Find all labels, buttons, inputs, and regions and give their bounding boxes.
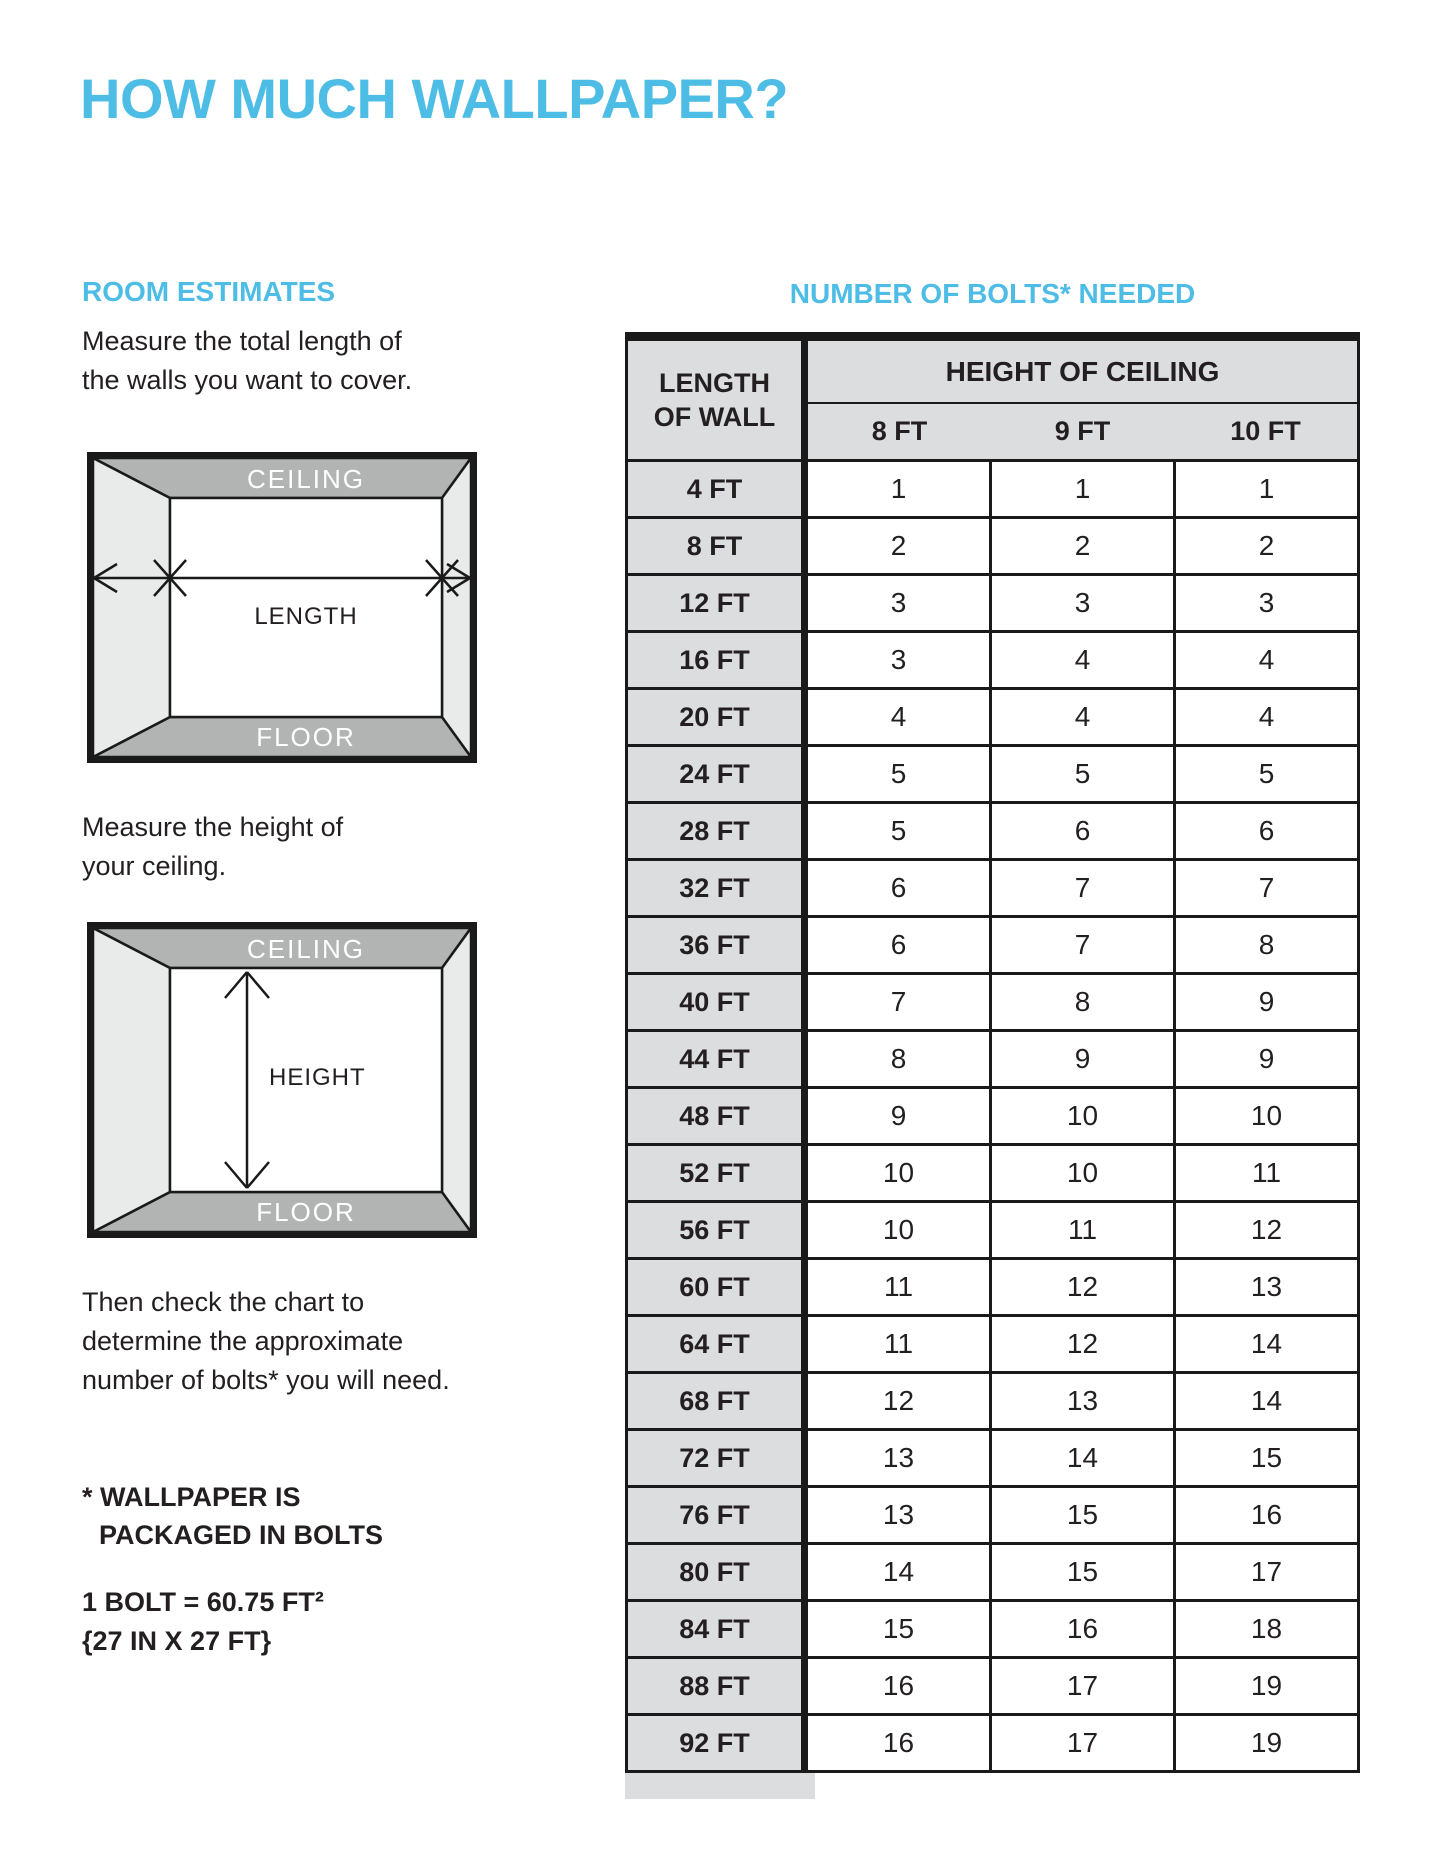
bolts-footnote-line1: * WALLPAPER IS xyxy=(82,1482,301,1512)
bolt-count-cell: 14 xyxy=(992,1431,1176,1485)
bolt-count-cell: 10 xyxy=(808,1146,992,1200)
row-label: 64 FT xyxy=(628,1317,801,1374)
row-label: 84 FT xyxy=(628,1602,801,1659)
length-of-wall-header-line1: LENGTH xyxy=(659,368,770,398)
bolt-count-cell: 15 xyxy=(992,1488,1176,1542)
bolt-count-cell: 4 xyxy=(1258,644,1275,675)
instruction-length xyxy=(82,322,412,400)
length-of-wall-header-line2: OF WALL xyxy=(653,402,776,432)
bolt-count-cell: 11 xyxy=(808,1317,992,1371)
bolts-table-heading: NUMBER OF BOLTS* NEEDED xyxy=(789,278,1196,309)
table-row xyxy=(808,1488,1357,1545)
row-label: 4 FT xyxy=(628,462,801,519)
floor-label: FLOOR xyxy=(256,1197,356,1227)
bolt-count-cell: 3 xyxy=(992,576,1176,630)
column-header-10ft: 10 FT xyxy=(1230,416,1301,446)
bolt-count-cell: 8 xyxy=(1258,929,1275,960)
bolt-count-cell: 1 xyxy=(992,462,1176,516)
bolt-count-cell: 16 xyxy=(1250,1499,1283,1530)
bolt-count-cell: 2 xyxy=(992,519,1176,573)
instruction-height-line2: your ceiling. xyxy=(82,851,227,881)
bolt-count-cell: 10 xyxy=(992,1089,1176,1143)
bolt-count-cell: 12 xyxy=(992,1260,1176,1314)
column-header-8ft: 8 FT xyxy=(871,416,928,446)
row-label: 72 FT xyxy=(628,1431,801,1488)
bolt-size-line2: {27 IN X 27 FT} xyxy=(82,1626,272,1656)
row-label: 88 FT xyxy=(628,1659,801,1716)
row-label: 76 FT xyxy=(628,1488,801,1545)
height-of-ceiling-header: HEIGHT OF CEILING xyxy=(808,341,1357,404)
bolt-size-info xyxy=(82,1583,324,1661)
bolt-count-cell: 12 xyxy=(808,1374,992,1428)
length-column xyxy=(628,341,808,1770)
table-row xyxy=(808,1146,1357,1203)
bolt-count-cell: 3 xyxy=(808,576,992,630)
right-wall-face xyxy=(442,928,471,1232)
row-label: 8 FT xyxy=(628,519,801,576)
ceiling-height-subheader xyxy=(808,404,1357,462)
floor-label: FLOOR xyxy=(256,722,356,752)
row-label: 24 FT xyxy=(628,747,801,804)
instruction-height-line1: Measure the height of xyxy=(82,812,344,842)
bolt-count-cell: 12 xyxy=(1250,1214,1283,1245)
bolt-count-cell: 1 xyxy=(1258,473,1275,504)
bolt-count-cell: 13 xyxy=(808,1488,992,1542)
length-label: LENGTH xyxy=(254,603,358,630)
bolt-count-cell: 5 xyxy=(1258,758,1275,789)
left-wall-face xyxy=(93,928,170,1232)
bolt-count-cell: 6 xyxy=(808,861,992,915)
bolt-count-cell: 15 xyxy=(1250,1442,1283,1473)
bolt-count-cell: 9 xyxy=(1258,1043,1275,1074)
room-estimates-heading: ROOM ESTIMATES xyxy=(82,276,336,307)
bolt-count-cell: 14 xyxy=(808,1545,992,1599)
row-label: 80 FT xyxy=(628,1545,801,1602)
table-row xyxy=(808,975,1357,1032)
bolt-count-cell: 8 xyxy=(992,975,1176,1029)
bolt-count-cell: 13 xyxy=(992,1374,1176,1428)
bolt-count-cell: 9 xyxy=(992,1032,1176,1086)
bolt-count-cell: 4 xyxy=(808,690,992,744)
row-label: 52 FT xyxy=(628,1146,801,1203)
bolt-count-cell: 7 xyxy=(992,918,1176,972)
table-row xyxy=(808,1089,1357,1146)
bolt-count-cell: 17 xyxy=(992,1716,1176,1770)
bolts-footnote xyxy=(82,1478,383,1554)
table-row xyxy=(808,1032,1357,1089)
instruction-chart-line3: number of bolts* you will need. xyxy=(82,1365,450,1395)
bolt-count-cell: 3 xyxy=(808,633,992,687)
table-row xyxy=(808,1374,1357,1431)
bolt-count-cell: 2 xyxy=(1258,530,1275,561)
bolt-count-cell: 17 xyxy=(992,1659,1176,1713)
table-row xyxy=(808,1545,1357,1602)
table-row xyxy=(808,462,1357,519)
row-label: 56 FT xyxy=(628,1203,801,1260)
data-rows xyxy=(808,341,1357,1770)
table-row xyxy=(808,1716,1357,1770)
bolt-count-cell: 13 xyxy=(808,1431,992,1485)
bolt-count-cell: 7 xyxy=(808,975,992,1029)
page-title: HOW MUCH WALLPAPER? xyxy=(80,67,789,130)
table-row xyxy=(808,690,1357,747)
bolt-count-cell: 7 xyxy=(992,861,1176,915)
bolt-count-cell: 1 xyxy=(808,462,992,516)
room-perspective-length-svg xyxy=(87,452,477,763)
bolt-count-cell: 3 xyxy=(1258,587,1275,618)
bolt-count-cell: 10 xyxy=(992,1146,1176,1200)
bolt-count-cell: 16 xyxy=(992,1602,1176,1656)
table-row xyxy=(808,576,1357,633)
ceiling-label: CEILING xyxy=(246,464,366,494)
room-perspective-height-svg xyxy=(87,922,477,1238)
bolt-count-cell: 14 xyxy=(1250,1328,1283,1359)
instruction-chart-line2: determine the approximate xyxy=(82,1326,404,1356)
bolt-count-cell: 8 xyxy=(808,1032,992,1086)
row-label: 60 FT xyxy=(628,1260,801,1317)
bolt-count-cell: 16 xyxy=(808,1716,992,1770)
bolt-count-cell: 5 xyxy=(992,747,1176,801)
bolt-count-cell: 19 xyxy=(1250,1670,1283,1701)
bolt-count-cell: 16 xyxy=(808,1659,992,1713)
bolt-count-cell: 15 xyxy=(992,1545,1176,1599)
instruction-chart-line1: Then check the chart to xyxy=(82,1287,365,1317)
column-header-9ft: 9 FT xyxy=(1054,416,1111,446)
row-label: 44 FT xyxy=(628,1032,801,1089)
table-row xyxy=(808,1317,1357,1374)
bolt-count-cell: 6 xyxy=(992,804,1176,858)
table-row xyxy=(808,1659,1357,1716)
bolt-count-cell: 9 xyxy=(1258,986,1275,1017)
row-label: 16 FT xyxy=(628,633,801,690)
bolt-count-cell: 17 xyxy=(1250,1556,1283,1587)
table-row xyxy=(808,1260,1357,1317)
table-row xyxy=(808,861,1357,918)
bolt-count-cell: 14 xyxy=(1250,1385,1283,1416)
table-row xyxy=(808,747,1357,804)
bolts-table xyxy=(625,332,1360,1773)
bolt-count-cell: 11 xyxy=(992,1203,1176,1257)
right-wall-face xyxy=(442,458,471,757)
table-row xyxy=(808,1203,1357,1260)
table-row xyxy=(808,633,1357,690)
row-label: 40 FT xyxy=(628,975,801,1032)
bolt-count-cell: 4 xyxy=(992,633,1176,687)
bolt-count-cell: 9 xyxy=(808,1089,992,1143)
bolt-count-cell: 4 xyxy=(992,690,1176,744)
bolt-count-cell: 19 xyxy=(1250,1727,1283,1758)
row-label: 20 FT xyxy=(628,690,801,747)
row-label: 92 FT xyxy=(628,1716,801,1770)
bolt-count-cell: 18 xyxy=(1250,1613,1283,1644)
instruction-height xyxy=(82,808,343,886)
row-label: 32 FT xyxy=(628,861,801,918)
bolt-count-cell: 6 xyxy=(1258,815,1275,846)
bolt-count-cell: 13 xyxy=(1250,1271,1283,1302)
room-diagram-height xyxy=(87,922,477,1243)
table-row xyxy=(808,519,1357,576)
bolt-count-cell: 11 xyxy=(1251,1157,1282,1188)
row-label: 28 FT xyxy=(628,804,801,861)
bolt-count-cell: 6 xyxy=(808,918,992,972)
room-diagram-length xyxy=(87,452,477,768)
bolt-count-cell: 11 xyxy=(808,1260,992,1314)
bolt-count-cell: 10 xyxy=(1250,1100,1283,1131)
instruction-chart xyxy=(82,1283,450,1400)
left-wall-face xyxy=(93,458,170,757)
bolt-count-cell: 10 xyxy=(808,1203,992,1257)
length-of-wall-header xyxy=(628,341,801,462)
bolt-count-cell: 7 xyxy=(1258,872,1275,903)
bolt-count-cell: 5 xyxy=(808,804,992,858)
bolt-count-cell: 15 xyxy=(808,1602,992,1656)
row-label: 68 FT xyxy=(628,1374,801,1431)
table-row xyxy=(808,1431,1357,1488)
label-column-stub xyxy=(625,1773,815,1799)
table-row xyxy=(808,804,1357,861)
bolt-count-cell: 2 xyxy=(808,519,992,573)
height-label: HEIGHT xyxy=(269,1064,366,1091)
table-row xyxy=(808,1602,1357,1659)
table-top-bar xyxy=(625,332,1360,341)
instruction-length-line1: Measure the total length of xyxy=(82,326,402,356)
bolt-size-line1: 1 BOLT = 60.75 FT² xyxy=(82,1587,324,1617)
row-label: 36 FT xyxy=(628,918,801,975)
row-label: 48 FT xyxy=(628,1089,801,1146)
bolt-count-cell: 4 xyxy=(1258,701,1275,732)
bolt-count-cell: 12 xyxy=(992,1317,1176,1371)
instruction-length-line2: the walls you want to cover. xyxy=(82,365,413,395)
row-label: 12 FT xyxy=(628,576,801,633)
ceiling-label: CEILING xyxy=(246,934,366,964)
table-row xyxy=(808,918,1357,975)
bolts-footnote-line2: PACKAGED IN BOLTS xyxy=(99,1520,384,1550)
bolt-count-cell: 5 xyxy=(808,747,992,801)
table-body xyxy=(625,341,1360,1773)
